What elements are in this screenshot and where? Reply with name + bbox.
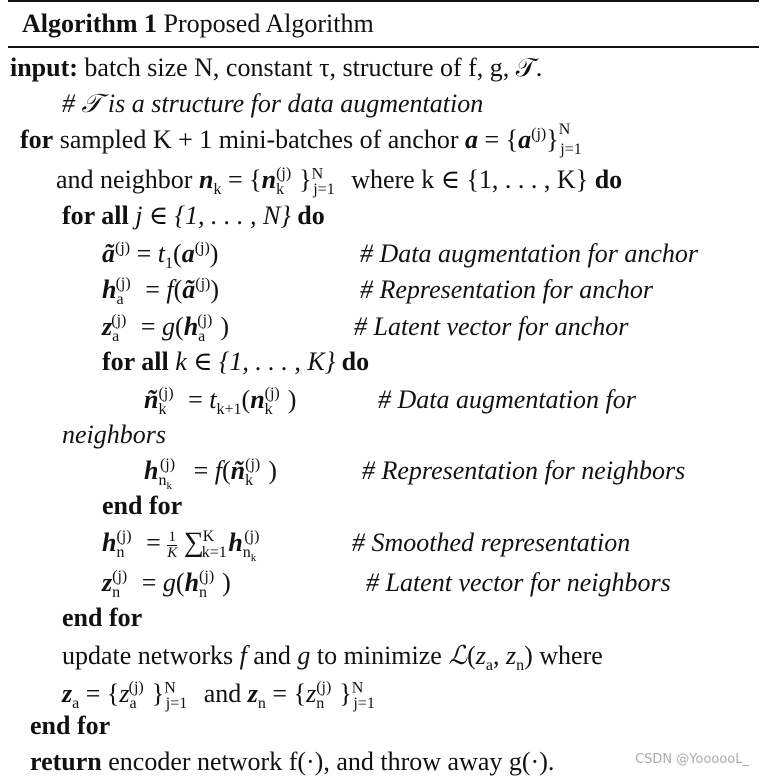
latent-neighbors-comment: # Latent vector for neighbors bbox=[366, 568, 671, 597]
watermark: CSDN @YoooooL_ bbox=[635, 752, 749, 767]
update-text-5: and bbox=[203, 679, 242, 708]
anchor-set-math: $a = \{a^{(j)}\}^N_{j=1}$ bbox=[464, 121, 582, 159]
update-text-4: where bbox=[539, 641, 603, 670]
input-text: batch size N, constant τ, structure of f, g, 𝒯. bbox=[84, 53, 543, 82]
return-keyword: return bbox=[30, 747, 102, 776]
aug-neighbors-comment: # Data augmentation for bbox=[378, 385, 636, 414]
outer-for-text-2: and neighbor bbox=[56, 165, 193, 194]
rep-neighbors-comment: # Representation for neighbors bbox=[362, 456, 686, 485]
innermost-for-text: k ∈ {1, . . . , K} bbox=[175, 347, 336, 376]
input-keyword: input: bbox=[10, 53, 78, 82]
outer-for-line-2 bbox=[56, 164, 623, 199]
algorithm-header bbox=[22, 8, 374, 40]
for-all-k-keyword: for all bbox=[102, 347, 169, 376]
algorithm-label: Algorithm 1 bbox=[22, 9, 158, 38]
update-text-3: to minimize bbox=[316, 641, 442, 670]
latent-neighbor-eq: $z_n^{(j)} = g(h_n^{(j)}$ ) bbox=[102, 568, 231, 602]
aug-anchor-eq: $ã^{(j)} = t_1(a^{(j)})$ bbox=[102, 239, 219, 273]
latent-anchor-comment: # Latent vector for anchor bbox=[354, 312, 629, 341]
top-rule bbox=[8, 0, 759, 2]
outer-for-text-3: where k ∈ {1, . . . , K} bbox=[351, 165, 589, 194]
update-line-1: update networks f and g to minimize $ℒ(z_a$, $z_n$) where bbox=[62, 641, 603, 675]
structure-comment: # 𝒯 is a structure for data augmentation bbox=[62, 89, 484, 118]
inner-for-line bbox=[62, 200, 325, 232]
update-text-2: and bbox=[253, 641, 291, 670]
inner-do-keyword: do bbox=[297, 201, 325, 230]
innermost-for-line bbox=[102, 346, 369, 378]
inner-for-text: j ∈ {1, . . . , N} bbox=[135, 201, 291, 230]
update-line-2 bbox=[62, 678, 385, 713]
return-text: encoder network f(·), and throw away g(·). bbox=[108, 747, 555, 776]
innermost-do-keyword: do bbox=[341, 347, 370, 376]
aug-neighbors-comment-wrap: neighbors bbox=[62, 420, 166, 449]
algorithm-title: Proposed Algorithm bbox=[163, 9, 374, 38]
rep-neighbor-eq: $h_{n_k}^{(j)}$ = $f(ñ_k^{(j)}$ ) bbox=[144, 456, 277, 493]
zn-def-math: $z_n = \{z_n^{(j)}$ }$^N_{j=1}$ bbox=[247, 679, 375, 713]
outer-do-keyword: do bbox=[594, 165, 623, 194]
neighbor-set-math: $n_k = \{n_k^{(j)}$ }$^N_{j=1}$ bbox=[198, 165, 335, 199]
return-line bbox=[30, 746, 554, 778]
for-keyword: for bbox=[20, 125, 54, 154]
update-text-1: update networks bbox=[62, 641, 234, 670]
za-def-math: $z_a = \{z_a^{(j)}$ }$^N_{j=1}$ bbox=[62, 679, 188, 713]
aug-neighbor-eq: $ñ_k^{(j)} = t_{k+1}(n_k^{(j)}$ ) bbox=[144, 385, 297, 419]
header-rule bbox=[8, 46, 759, 48]
end-for-inner: end for bbox=[62, 603, 143, 632]
end-for-innermost: end for bbox=[102, 491, 183, 520]
aug-anchor-comment: # Data augmentation for anchor bbox=[360, 239, 698, 268]
outer-for-text-1: sampled K + 1 mini-batches of anchor bbox=[59, 125, 459, 154]
rep-anchor-comment: # Representation for anchor bbox=[360, 275, 653, 304]
end-for-outer: end for bbox=[30, 711, 111, 740]
outer-for-line-1 bbox=[20, 121, 592, 159]
smoothed-comment: # Smoothed representation bbox=[352, 528, 631, 557]
rep-anchor-eq: $h_a^{(j)}$ = $f(ã^{(j)})$ bbox=[102, 275, 220, 309]
loss-math: $ℒ(z_a$, $z_n$) bbox=[448, 641, 533, 675]
input-line bbox=[10, 52, 542, 84]
for-all-keyword: for all bbox=[62, 201, 129, 230]
latent-anchor-eq: $z_a^{(j)} = g(h_a^{(j)}$ ) bbox=[102, 312, 230, 346]
smoothed-eq: $h_n^{(j)}$ = $\frac{1}{K}$ $\sum_{k=1}^K$ $h_{n_k}^{(j)}$ bbox=[102, 527, 260, 565]
